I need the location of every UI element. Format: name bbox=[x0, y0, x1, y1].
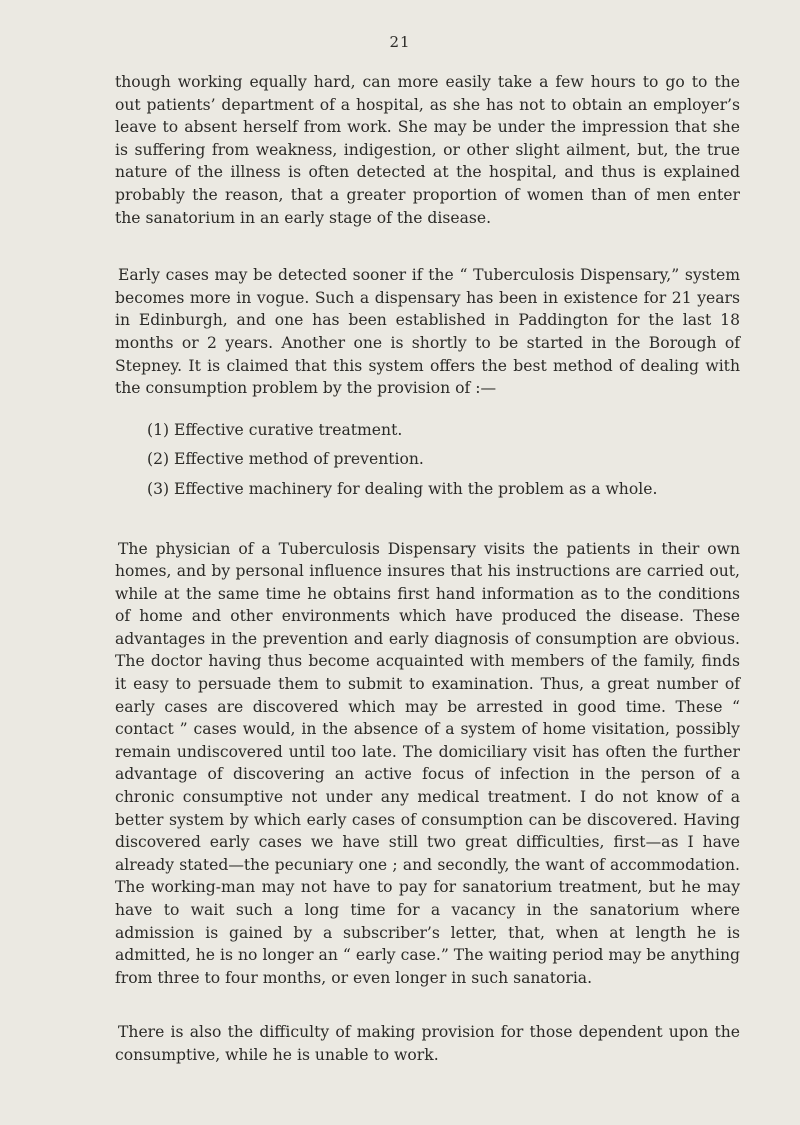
body-text bbox=[115, 71, 740, 1067]
provision-list bbox=[115, 419, 740, 501]
list-item: (2) Effective method of prevention. bbox=[147, 450, 424, 469]
paragraph-dispensary: Early cases may be detected sooner if the “ Tuberculosis Dispensary,” system becomes more in vogue. Such a dispensary has been in existence for 21 years in Edinburgh, and one has been established in Paddington for the last 18 months or 2 years. Another one is shortly to be started in the Borough of Stepney. It is claimed that this system offers the best method of dealing with the consumption problem by the provision of :— bbox=[115, 266, 740, 398]
list-item: (3) Effective machinery for dealing with the problem as a whole. bbox=[147, 479, 658, 498]
paragraph-continuation: though working equally hard, can more easily take a few hours to go to the out patients’ department of a hospital, as she has not to obtain an employer’s leave to absent herself from work. She may be under the impression that she is suffering from weakness, indigestion, or other slight ailment, but, the true nature of the illness is often detected at the hospital, and thus is explained probably the reason, that a greater proportion of women than of men enter the sanatorium in an early stage of the disease. bbox=[115, 73, 740, 227]
list-item: (1) Effective curative treatment. bbox=[147, 420, 403, 439]
paragraph-physician: The physician of a Tuberculosis Dispensary visits the patients in their own homes, and by personal influence insures that his instructions are carried out, while at the same time he obtains first hand information as to the conditions of home and other environments which have produced the disease. These advantages in the prevention and early diagnosis of consumption are obvious. The doctor having thus become acquainted with members of the family, finds it easy to persuade them to submit to examination. Thus, a great number of early cases are discovered which may be arrested in good time. These “ contact ” cases would, in the absence of a system of home visitation, possibly remain undiscovered until too late. The domiciliary visit has often the further advantage of discovering an active focus of infection in the person of a chronic consumptive not under any medical treatment. I do not know of a better system by which early cases of consumption can be discovered. Having discovered early cases we have still two great difficulties, first—as I have already stated—the pecuniary one ; and secondly, the want of accommodation. The working-man may not have to pay for sanatorium treatment, but he may have to wait such a long time for a vacancy in the sanatorium where admission is gained by a subscriber’s letter, that, when at length he is admitted, he is no longer an “ early case.” The waiting period may be anything from three to four months, or even longer in such sanatoria. bbox=[115, 539, 740, 987]
paragraph-dependents: There is also the difficulty of making provision for those dependent upon the consumptive, while he is unable to work. bbox=[115, 1023, 740, 1064]
page-number: 21 bbox=[389, 33, 411, 51]
